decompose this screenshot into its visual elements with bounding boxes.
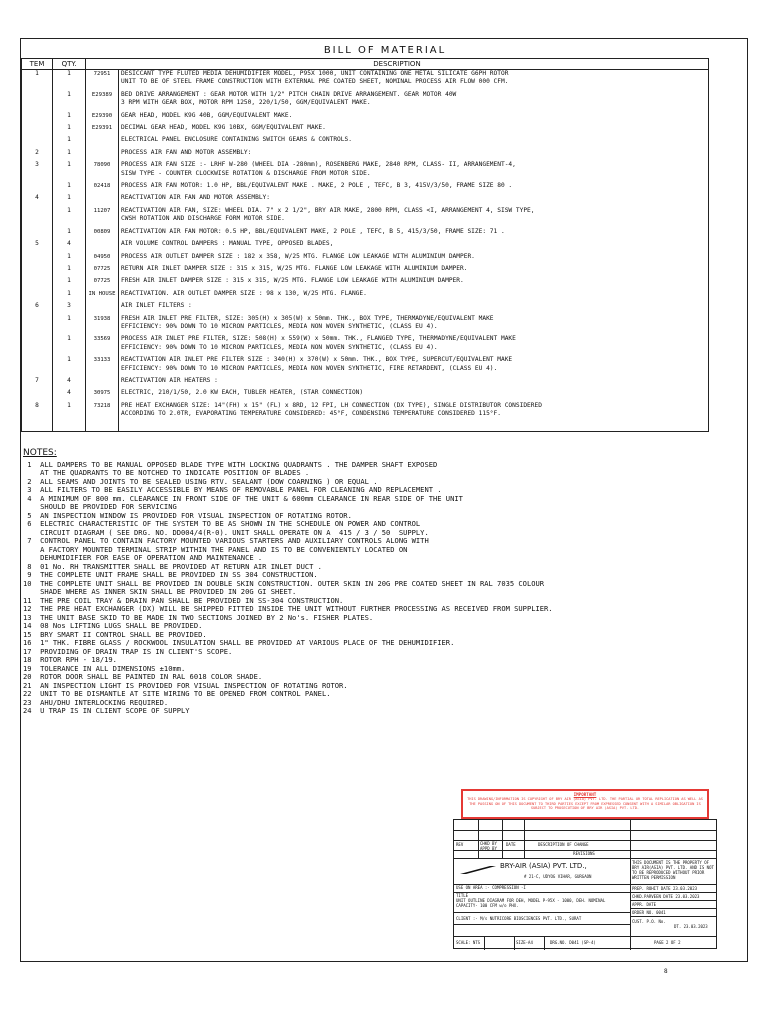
bom-description-line: REACTIVATION. AIR OUTLET DAMPER SIZE : 98 x 130, W/25 MTG. FLANGE. xyxy=(121,289,367,297)
bom-item-number xyxy=(22,91,53,108)
bom-description xyxy=(119,302,709,310)
notes-list xyxy=(23,461,723,716)
bom-description xyxy=(119,228,709,236)
company-logo-icon xyxy=(460,864,496,876)
bom-description-line: FRESH AIR INLET DAMPER SIZE : 315 x 315, W/25 MTG. FLANGE LOW LEAKAGE WITH ALUMINIUM DAMPER. xyxy=(121,277,464,285)
note-line: 1 ALL DAMPERS TO BE MANUAL OPPOSED BLADE TYPE WITH LOCKING QUADRANTS . THE DAMPER SHAFT EXPOSED xyxy=(23,459,438,469)
approved-by: APPR. DATE xyxy=(632,902,657,907)
bom-quantity: 4 xyxy=(53,240,86,248)
bom-row xyxy=(22,91,709,108)
bom-item-number xyxy=(22,136,53,144)
bom-quantity: 1 xyxy=(53,335,86,352)
bom-description-line: PROCESS AIR FAN AND MOTOR ASSEMBLY: xyxy=(121,148,252,156)
end-cell xyxy=(22,423,53,432)
bom-description xyxy=(119,240,709,248)
bom-description-line: EFFICIENCY: 90% DOWN TO 10 MICRON PARTICLES, MEDIA NON WOVEN SYNTHETIC, (CLASS EU 4). xyxy=(121,343,438,351)
bom-item-number xyxy=(22,112,53,120)
bom-item-number: 1 xyxy=(22,70,53,87)
bom-description xyxy=(119,136,709,144)
bom-quantity: 1 xyxy=(53,124,86,132)
bom-row-end xyxy=(22,423,709,432)
bom-part-code: E29390 xyxy=(86,112,119,120)
bom-item-number xyxy=(22,228,53,236)
bom-header-row xyxy=(22,59,709,70)
note-line: 19 TOLERANCE IN ALL DIMENSIONS ±10mm. xyxy=(23,663,186,673)
note-line: 10 THE COMPLETE UNIT SHALL BE PROVIDED IN DOUBLE SKIN CONSTRUCTION. OUTER SKIN IN 20G PRE COATED SHEET IN RAL 7035 COLOUR xyxy=(23,578,545,588)
bom-description xyxy=(119,265,709,273)
bom-row xyxy=(22,290,709,298)
bom-description-line: REACTIVATION AIR FAN MOTOR: 0.5 HP, BBL/EQUIVALENT MAKE, 2 POLE , TEFC, B 5, 415/3/50, FRAME SIZE: 71 . xyxy=(121,227,505,235)
bom-item-number xyxy=(22,207,53,224)
bom-row xyxy=(22,112,709,120)
note-line: A FACTORY MOUNTED TERMINAL STRIP WITHIN THE PANEL AND IS TO BE CONVENIENTLY LOCATED ON xyxy=(23,544,408,554)
bom-quantity: 1 xyxy=(53,402,86,419)
bom-quantity: 1 xyxy=(53,290,86,298)
sheet-size: SIZE-A4 xyxy=(516,940,533,945)
bom-description xyxy=(119,277,709,285)
bom-body xyxy=(22,70,709,432)
bom-part-code: 30975 xyxy=(86,389,119,397)
bom-part-code xyxy=(86,302,119,310)
bom-description xyxy=(119,377,709,385)
company-address: # 21-C, UDYOG VIHAR, GURGAON xyxy=(524,874,592,879)
note-line: 3 ALL FILTERS TO BE EASILY ACCESSIBLE BY MEANS OF REMOVABLE PANEL FOR CLEANING AND REPLACEMENT . xyxy=(23,485,442,494)
bom-quantity: 3 xyxy=(53,302,86,310)
bom-part-code: 73218 xyxy=(86,402,119,419)
bom-part-code: 72951 xyxy=(86,70,119,87)
bom-row xyxy=(22,124,709,132)
bom-quantity: 1 xyxy=(53,182,86,190)
note-line: 14 08 Nos LIFTING LUGS SHALL BE PROVIDED. xyxy=(23,621,203,630)
bom-description xyxy=(119,124,709,132)
bom-quantity: 1 xyxy=(53,207,86,224)
bom-description-line: SISW TYPE - COUNTER CLOCKWISE ROTATION & DISCHARGE FROM MOTOR SIDE. xyxy=(121,169,371,177)
bom-description xyxy=(119,91,709,108)
bom-part-code xyxy=(86,240,119,248)
bom-table xyxy=(21,58,709,432)
note-line: 2 ALL SEAMS AND JOINTS TO BE SEALED USING RTV. SEALANT (DOW COARNING ) OR EQUAL . xyxy=(23,476,378,486)
copyright-warning-box xyxy=(461,789,709,819)
note-line: 20 ROTOR DOOR SHALL BE PAINTED IN RAL 6018 COLOR SHADE. xyxy=(23,672,263,681)
note-line: 22 UNIT TO BE DISMANTLE AT SITE WIRING TO BE OPENED FROM CONTROL PANEL. xyxy=(23,689,331,698)
note-line: 6 ELECTRIC CHARACTERISTIC OF THE SYSTEM TO BE AS SHOWN IN THE SCHEDULE ON POWER AND CONTROL xyxy=(23,519,421,528)
bom-description-line: ACCORDING TO 2.0TR, EVAPORATING TEMPERATURE CONSIDERED: 45°F, CONDENSING TEMPERATURE CONSIDERED 115°F. xyxy=(121,410,501,418)
bom-row xyxy=(22,356,709,373)
page-count: PAGE 2 OF 2 xyxy=(654,940,681,945)
bom-description-line: RETURN AIR INLET DAMPER SIZE : 315 x 315, W/25 MTG. FLANGE LOW LEAKAGE WITH ALUMINIUM DAMPER. xyxy=(121,264,468,272)
bom-row xyxy=(22,277,709,285)
bom-item-number: 4 xyxy=(22,194,53,202)
bom-row xyxy=(22,302,709,310)
bom-description xyxy=(119,402,709,419)
header-description: DESCRIPTION xyxy=(86,59,709,70)
cust-po-label: CUST. P.O. No. xyxy=(632,919,666,924)
bom-quantity: 1 xyxy=(53,149,86,157)
bom-description xyxy=(119,182,709,190)
bom-description-line: EFFICIENCY: 90% DOWN TO 10 MICRON PARTICLES, MEDIA NON WOVEN SYNTHETIC, (CLASS EU 4). xyxy=(121,322,438,330)
bom-item-number: 8 xyxy=(22,402,53,419)
bom-row xyxy=(22,207,709,224)
bom-item-number: 2 xyxy=(22,149,53,157)
bom-description xyxy=(119,149,709,157)
note-line: SHADE WHERE AS INNER SKIN SHALL BE PROVIDED IN 20G GI SHEET. xyxy=(23,587,297,596)
bom-quantity: 4 xyxy=(53,389,86,397)
note-line: AT THE QUADRANTS TO BE NOTCHED TO INDICATE POSITION OF BLADES . xyxy=(23,468,310,477)
bom-part-code: 33133 xyxy=(86,356,119,373)
bom-part-code: 11207 xyxy=(86,207,119,224)
bom-row xyxy=(22,335,709,352)
bom-description xyxy=(119,161,709,178)
bom-description xyxy=(119,207,709,224)
bom-item-number xyxy=(22,335,53,352)
bom-row xyxy=(22,253,709,261)
revisions-label: REVISIONS xyxy=(573,851,595,856)
note-line: 7 CONTROL PANEL TO CONTAIN FACTORY MOUNTED VARIOUS STARTERS AND AUXILIARY CONTROLS ALONG WITH xyxy=(23,536,429,545)
bom-item-number xyxy=(22,290,53,298)
bom-part-code xyxy=(86,149,119,157)
warning-text: THIS DRAWING/INFORMATION IS COPYRIGHT OF BRY AIR (ASIA) PVT. LTD. THE PARTIAL OR TOTAL REPLICATION AS WELL AS THE PASSING ON OF THIS DOCUMENT TO THIRD PARTIES EXCEPT FROM EXPRESSED CONSENT WITH A SIMILAR OBLIGATION IS SUBJECT TO PROSECUTION OF BRY AIR (ASIA) PVT. LTD. xyxy=(467,797,703,811)
bom-description-line: PROCESS AIR FAN SIZE :- LRHF W-280 (WHEEL DIA -280mm), ROSENBERG MAKE, 2840 RPM, CLASS- II, ARRANGEMENT-4, xyxy=(121,161,516,169)
note-line: 5 AN INSPECTION WINDOW IS PROVIDED FOR VISUAL INSPECTION OF ROTATING ROTOR. xyxy=(23,510,352,520)
rev-col: REV xyxy=(456,842,464,847)
bom-row xyxy=(22,70,709,87)
page-title: BILL OF MATERIAL xyxy=(323,45,447,56)
bom-item-number: 5 xyxy=(22,240,53,248)
bom-part-code: 04950 xyxy=(86,253,119,261)
bom-row xyxy=(22,228,709,236)
notes-section xyxy=(23,449,723,716)
bom-description-line: REACTIVATION AIR INLET PRE FILTER SIZE : 340(H) x 370(W) x 50mm. THK., BOX TYPE, SUPERCUT/EQUIVALENT MAKE xyxy=(121,356,513,364)
note-line: 16 1" THK. FIBRE GLASS / ROCKWOOL INSULATION SHALL BE PROVIDED AT VARIOUS PLACE OF THE DEHUMIDIFIER. xyxy=(23,638,455,647)
bom-row xyxy=(22,161,709,178)
client-name: CLIENT :- M/s NUTRICORE BIOSCIENCES PVT. LTD., SURAT xyxy=(456,916,582,921)
bom-quantity: 1 xyxy=(53,315,86,332)
bom-item-number xyxy=(22,253,53,261)
end-cell xyxy=(86,423,119,432)
bom-description xyxy=(119,389,709,397)
bom-item-number xyxy=(22,265,53,273)
company-name: BRY-AIR (ASIA) PVT. LTD., xyxy=(500,862,587,870)
bom-part-code: 07725 xyxy=(86,265,119,273)
bom-part-code: 07725 xyxy=(86,277,119,285)
bom-part-code: 33569 xyxy=(86,335,119,352)
bom-row xyxy=(22,315,709,332)
checked-col: CHKD BY APPD BY xyxy=(480,841,497,851)
end-cell xyxy=(119,423,709,432)
note-line: 4 A MINIMUM OF 800 mm. CLEARANCE IN FRONT SIDE OF THE UNIT & 600mm CLEARANCE IN REAR SIDE OF THE UNIT xyxy=(23,493,463,503)
note-line: 9 THE COMPLETE UNIT FRAME SHALL BE PROVIDED IN SS 304 CONSTRUCTION. xyxy=(23,570,318,579)
title-label: TITLE xyxy=(456,893,469,898)
drawing-title: UNIT OUTLINE DIAGRAM FOR DEH, MODEL P-95X - 1000, DEH. NOMINAL CAPACITY- 100 CFM w/o PHX. xyxy=(456,898,606,908)
bom-description-line: PROCESS AIR OUTLET DAMPER SIZE : 182 x 358, W/25 MTG. FLANGE LOW LEAKAGE WITH ALUMINIUM DAMPER. xyxy=(121,252,475,260)
bom-row xyxy=(22,265,709,273)
bom-description-line: UNIT TO BE OF STEEL FRAME CONSTRUCTION WITH EXTERNAL PRE COATED SHEET, NOMINAL PROCESS AIR FLOW 000 CFM. xyxy=(121,78,509,86)
bom-quantity: 1 xyxy=(53,194,86,202)
note-line: 23 AHU/DHU INTERLOCKING REQUIRED. xyxy=(23,697,169,707)
notes-heading: NOTES: xyxy=(23,448,57,458)
bom-table-wrapper xyxy=(21,58,711,432)
note-line: CIRCUIT DIAGRAM ( SEE DRG. NO. DD004/4(R-0). UNIT SHALL OPERATE ON A 415 / 3 / 50 SUPPLY. xyxy=(23,527,429,537)
note-line: 17 PROVIDING OF DRAIN TRAP IS IN CLIENT'S SCOPE. xyxy=(23,646,233,656)
note-line: 18 ROTOR RPH - 18/19. xyxy=(23,655,117,664)
note-line: 8 01 No. RH TRANSMITTER SHALL BE PROVIDED AT RETURN AIR INLET DUCT . xyxy=(23,561,322,571)
bom-part-code xyxy=(86,377,119,385)
note-line: 11 THE PRE COIL TRAY & DRAIN PAN SHALL BE PROVIDED IN SS-304 CONSTRUCTION. xyxy=(23,595,344,605)
bom-description-line: BED DRIVE ARRANGEMENT : GEAR MOTOR WITH 1/2" PITCH CHAIN DRIVE ARRANGEMENT. GEAR MOTOR 40W xyxy=(121,90,457,98)
bom-part-code: 78090 xyxy=(86,161,119,178)
prepared-by: PREP. ROHIT DATE 23.03.2023 xyxy=(632,886,698,891)
note-line: 15 BRY SMART II CONTROL SHALL BE PROVIDED. xyxy=(23,629,207,639)
bom-quantity: 1 xyxy=(53,91,86,108)
bom-description-line: PROCESS AIR INLET PRE FILTER, SIZE: 508(H) x 559(W) x 50mm. THK., FLANGED TYPE, THERMADYNE/EQUIVALENT MAKE xyxy=(121,335,516,343)
bom-item-number: 3 xyxy=(22,161,53,178)
bom-part-code xyxy=(86,136,119,144)
header-item: TEM xyxy=(22,59,53,70)
bom-part-code: 02418 xyxy=(86,182,119,190)
bom-part-code xyxy=(86,194,119,202)
bom-item-number xyxy=(22,389,53,397)
bom-part-code: E29389 xyxy=(86,91,119,108)
bom-description-line: CWSH ROTATION AND DISCHARGE FORM MOTOR SIDE. xyxy=(121,215,285,223)
bom-item-number xyxy=(22,277,53,285)
bom-description-line: REACTIVATION AIR FAN AND MOTOR ASSEMBLY: xyxy=(121,194,271,202)
bom-description xyxy=(119,194,709,202)
bom-quantity: 1 xyxy=(53,356,86,373)
property-note: THIS DOCUMENT IS THE PROPERTY OF BRY AIR(ASIA) PVT. LTD. AND IS NOT TO BE REPRODUCED WITHOUT PRIOR WRITTEN PERMISSION xyxy=(632,860,714,880)
bom-item-number: 7 xyxy=(22,377,53,385)
bom-description-line: REACTIVATION AIR FAN, SIZE: WHEEL DIA. 7" x 2 1/2", BRY AIR MAKE, 2800 RPM, CLASS <I, ARRANGEMENT 4, SISW TYPE, xyxy=(121,206,535,214)
bom-row xyxy=(22,194,709,202)
bom-quantity: 1 xyxy=(53,265,86,273)
bom-part-code: IN HOUSE xyxy=(86,290,119,298)
bom-description xyxy=(119,290,709,298)
page-mark: 8 xyxy=(664,968,668,975)
bom-quantity: 1 xyxy=(53,277,86,285)
bom-quantity: 1 xyxy=(53,136,86,144)
drawing-number: DRG.NO. D041 (SP-4) xyxy=(550,940,596,945)
bom-description xyxy=(119,315,709,332)
bom-description-line: FRESH AIR INLET PRE FILTER, SIZE: 305(H) x 305(W) x 50mm. THK., BOX TYPE, THERMADYNE/EQUIVALENT MAKE xyxy=(121,314,494,322)
bom-description-line: REACTIVATION AIR HEATERS : xyxy=(121,376,218,384)
date-col: DATE xyxy=(506,842,516,847)
note-line: 24 U TRAP IS IN CLIENT SCOPE OF SUPPLY xyxy=(23,706,190,715)
header-qty: QTY. xyxy=(53,59,86,70)
bom-description-line: PRE HEAT EXCHANGER SIZE: 14"(FH) x 15" (FL) x 8RD, 12 FPI, LH CONNECTION (DX TYPE), SINGLE DISTRIBUTOR CONSIDERED xyxy=(121,401,542,409)
bom-description-line: ELECTRIC, 210/1/50, 2.0 KW EACH, TUBLER HEATER, (STAR CONNECTION) xyxy=(121,389,364,397)
warning-heading: IMPORTANT xyxy=(573,792,597,797)
bom-description-line: AIR INLET FILTERS : xyxy=(121,302,192,310)
bom-description xyxy=(119,356,709,373)
use-on-area: USE ON AREA :- COMPRESSION -I xyxy=(456,885,526,890)
bom-description xyxy=(119,70,709,87)
cust-po-date: DT. 23.03.2023 xyxy=(674,924,708,929)
drawing-sheet xyxy=(20,38,748,962)
bom-description-line: PROCESS AIR FAN MOTOR: 1.0 HP, BBL/EQUIVALENT MAKE . MAKE, 2 POLE , TEFC, B 3, 415V/3/50, FRAME SIZE 80 . xyxy=(121,182,513,190)
change-desc-col: DESCRIPTION OF CHANGE xyxy=(538,842,589,847)
bom-row xyxy=(22,240,709,248)
bom-quantity: 1 xyxy=(53,253,86,261)
bom-description-line: ELECTRICAL PANEL ENCLOSURE CONTAINING SWITCH GEARS & CONTROLS. xyxy=(121,136,352,144)
bom-row xyxy=(22,149,709,157)
bom-row xyxy=(22,402,709,419)
bom-item-number xyxy=(22,315,53,332)
note-line: SHOULD BE PROVIDED FOR SERVICING xyxy=(23,502,177,511)
title-block xyxy=(453,819,717,949)
bom-quantity: 1 xyxy=(53,228,86,236)
checked-by: CHKD.PARVEEN DATE 23.03.2023 xyxy=(632,894,700,899)
bom-description-line: 3 RPM WITH GEAR BOX, MOTOR RPM 1250, 220/1/50, GGM/EQUIVALENT MAKE. xyxy=(121,99,371,107)
note-line: 21 AN INSPECTION LIGHT IS PROVIDED FOR VISUAL INSPECTION OF ROTATING ROTOR. xyxy=(23,680,348,690)
bom-part-code: 00809 xyxy=(86,228,119,236)
bom-part-code: E29391 xyxy=(86,124,119,132)
bom-quantity: 4 xyxy=(53,377,86,385)
bom-description-line: DECIMAL GEAR HEAD, MODEL K9G 10BX, GGM/EQUIVALENT MAKE. xyxy=(121,124,326,132)
scale: SCALE: NTS xyxy=(456,940,481,945)
note-line: DEHUMIDIFIER FOR EASE OF OPERATION AND MAINTENANCE . xyxy=(23,553,263,562)
bom-description-line: EFFICIENCY: 90% DOWN TO 10 MICRON PARTICLES, MEDIA NON WOVEN SYNTHETIC, FIRE RETARDENT, (CLASS EU 4). xyxy=(121,364,498,372)
note-line: 12 THE PRE HEAT EXCHANGER (DX) WILL BE SHIPPED FITTED INSIDE THE UNIT WITHOUT FURTHER PROCESSING AS RECEIVED FROM SUPPLIER. xyxy=(23,604,553,613)
bom-item-number xyxy=(22,356,53,373)
bom-row xyxy=(22,182,709,190)
bom-item-number xyxy=(22,124,53,132)
bom-row xyxy=(22,136,709,144)
bom-row xyxy=(22,377,709,385)
bom-part-code: 31938 xyxy=(86,315,119,332)
bom-description xyxy=(119,112,709,120)
bom-item-number xyxy=(22,182,53,190)
note-line: 13 THE UNIT BASE SKID TO BE MADE IN TWO SECTIONS JOINED BY 2 No's. FISHER PLATES. xyxy=(23,612,374,622)
bom-item-number: 6 xyxy=(22,302,53,310)
bom-description xyxy=(119,253,709,261)
bom-description-line: DESICCANT TYPE FLUTED MEDIA DEHUMIDIFIER MODEL, P95X 1000, UNIT CONTAINING ONE METAL SILICATE G6PH ROTOR xyxy=(121,70,509,77)
bom-row xyxy=(22,389,709,397)
end-cell xyxy=(53,423,86,432)
bom-description-line: GEAR HEAD, MODEL K9G 40B, GGM/EQUIVALENT MAKE. xyxy=(121,111,293,119)
order-number: ORDER NO. 0041 xyxy=(632,910,666,915)
bom-quantity: 1 xyxy=(53,161,86,178)
bom-quantity: 1 xyxy=(53,112,86,120)
bom-description xyxy=(119,335,709,352)
bom-quantity: 1 xyxy=(53,70,86,87)
bom-description-line: AIR VOLUME CONTROL DAMPERS : MANUAL TYPE, OPPOSED BLADES, xyxy=(121,240,334,248)
